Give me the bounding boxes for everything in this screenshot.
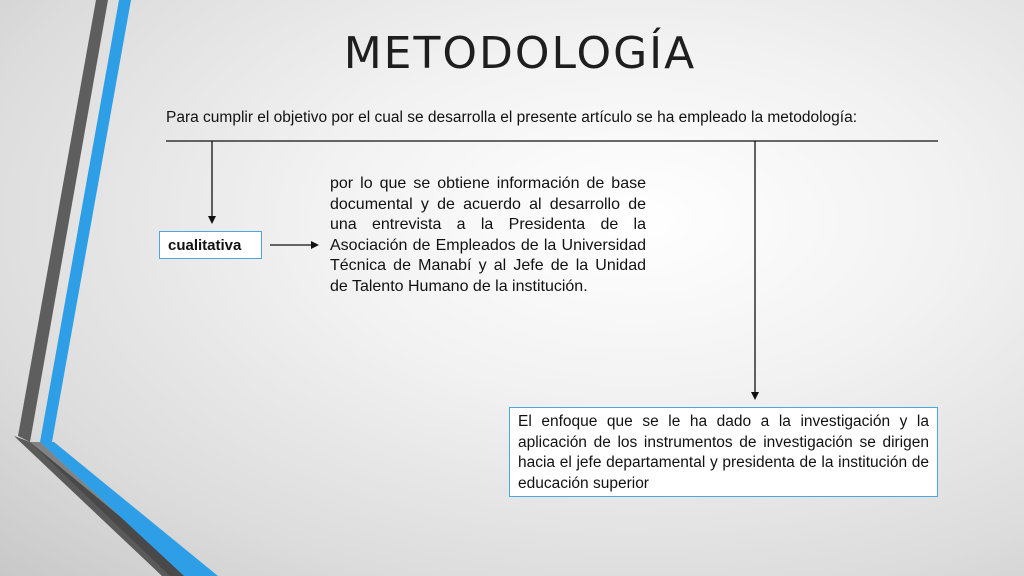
slide-title: METODOLOGÍA <box>343 28 697 79</box>
decor-stripe-shadow <box>30 442 184 576</box>
approach-box: El enfoque que se le ha dado a la investigación y la aplicación de los instrumentos de investigación se dirigen hacia el jefe departamental y presidenta de la institución de educación superior <box>509 407 938 497</box>
intro-text: Para cumplir el objetivo por el cual se desarrolla el presente artículo se ha empleado la metodología: <box>166 109 857 126</box>
method-label-box: cualitativa <box>159 231 262 259</box>
method-description: por lo que se obtiene información de base documental y de acuerdo al desarrollo de una entrevista a la Presidenta de la Asociación de Empleados de la Universidad Técnica de Manabí y al Jefe de la Unidad de Talento Humano de la institución. <box>330 175 646 295</box>
decor-stripe-blue-lower <box>40 442 218 576</box>
